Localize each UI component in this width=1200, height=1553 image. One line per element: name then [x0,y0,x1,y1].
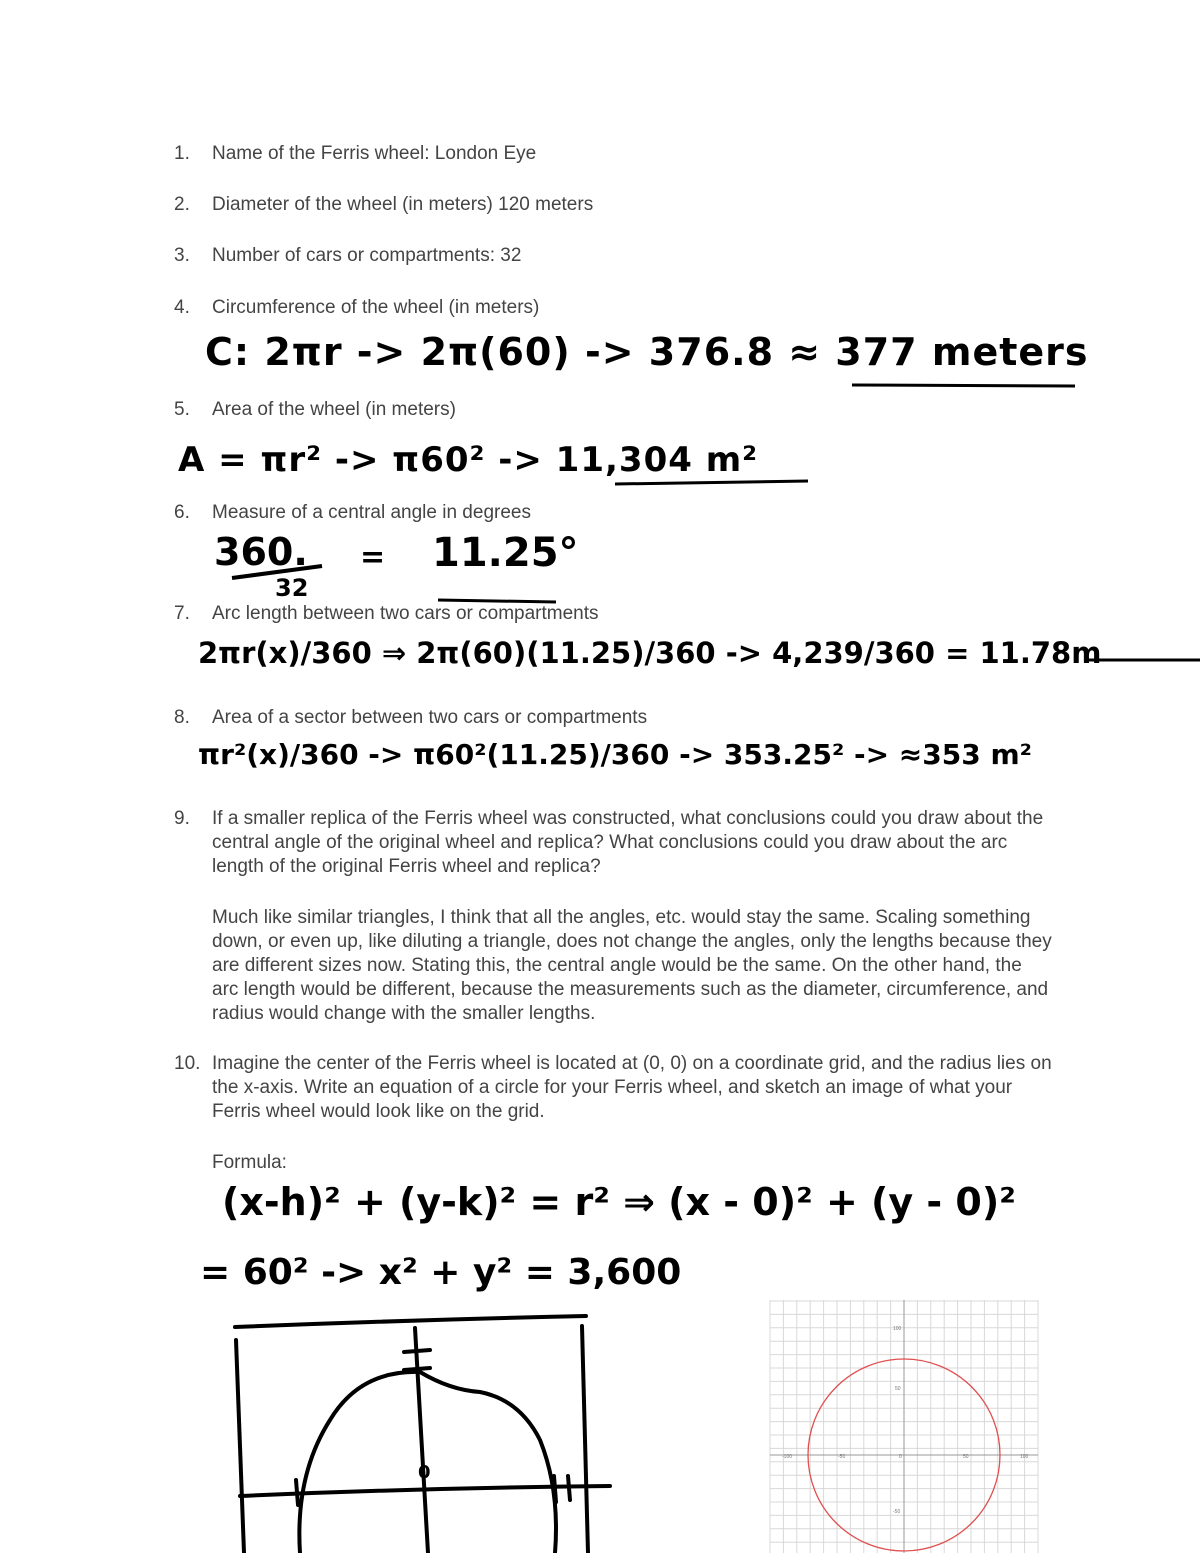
question-text: Area of the wheel (in meters) [212,399,456,420]
question-text: Imagine the center of the Ferris wheel is located at (0, 0) on a coordinate grid, and the radius lies on the x-axis. Write an equation of a circle for your Ferris wheel, and sketch an image of what your Ferris wheel would look like on the grid. [212,1053,1052,1122]
formula-label: Formula: [212,1152,287,1173]
handwritten-answer-q5: A = πr² -> π60² -> 11,304 m² [178,440,759,480]
handwritten-formula-line-1: (x-h)² + (y-k)² = r² ⇒ (x - 0)² + (y - 0)² [222,1180,1016,1224]
sketch-top-border [235,1316,586,1327]
question-text: Arc length between two cars or compartments [212,603,599,624]
question-text: Circumference of the wheel (in meters) [212,297,540,318]
sketch-left-border [236,1340,244,1553]
y-tick-label: -50 [893,1509,901,1515]
question-text: Number of cars or compartments: 32 [212,245,522,266]
question-number: 4. [174,297,190,318]
question-number: 3. [174,245,190,266]
sketch-right-border [582,1326,588,1553]
question-number: 8. [174,707,190,728]
y-tick-label: 50 [895,1386,901,1392]
handwritten-answer-q6: 11.25° [432,530,579,576]
x-tick-label: 50 [963,1454,969,1460]
question-text: Area of a sector between two cars or compartments [212,707,648,728]
handwritten-equals: = [360,540,386,575]
question-text: Measure of a central angle in degrees [212,502,531,523]
question-text: If a smaller replica of the Ferris wheel was constructed, what conclusions could you draw about the central angle of the original wheel and replica? What conclusions could you draw about the arc length of the original Ferris wheel and replica? [212,808,1044,877]
handwritten-answer-q7: 2πr(x)/360 ⇒ 2π(60)(11.25)/360 -> 4,239/360 = 11.78m [198,636,1102,670]
question-text: Diameter of the wheel (in meters) 120 meters [212,194,594,215]
sketch-origin-label: 0 [418,1462,431,1483]
handwritten-formula-line-2: = 60² -> x² + y² = 3,600 [200,1252,682,1293]
y-tick-label: 100 [893,1326,902,1332]
fraction-bar [232,566,322,578]
underline-q4 [852,385,1075,386]
question-number: 9. [174,808,190,829]
x-tick-label: -100 [782,1454,793,1460]
x-tick-label: 100 [1020,1454,1029,1460]
question-number: 6. [174,502,190,523]
question-number: 2. [174,194,190,215]
handwritten-fraction-numerator: 360. [214,530,308,574]
question-number: 7. [174,603,190,624]
x-tick-label: -50 [838,1454,846,1460]
question-number: 10. [174,1053,201,1074]
underline-q5 [615,481,808,484]
sketch-y-axis [415,1328,428,1553]
handwritten-fraction-denominator: 32 [275,574,309,602]
question-number: 1. [174,143,190,164]
handwritten-answer-q4: C: 2πr -> 2π(60) -> 376.8 ≈ 377 meters [205,330,1089,374]
hand-sketch [235,1316,610,1553]
handwritten-answer-q8: πr²(x)/360 -> π60²(11.25)/360 -> 353.25² -> ≈353 m² [198,738,1032,771]
circle-graph [770,1300,1038,1553]
underline-q6 [438,600,556,602]
answer-9-text: Much like similar triangles, I think that all the angles, etc. would stay the same. Scaling something down, or even up, like diluting a triangle, does not change the angles, only the lengths because they are different sizes now. Stating this, the central angle would be the same. On the other hand, the arc length would be different, because the measurements such as the diameter, circumference, and radius would change with the smaller lengths. [212,907,1052,1024]
question-number: 5. [174,399,190,420]
x-tick-label: 0 [899,1454,902,1460]
question-text: Name of the Ferris wheel: London Eye [212,143,537,164]
